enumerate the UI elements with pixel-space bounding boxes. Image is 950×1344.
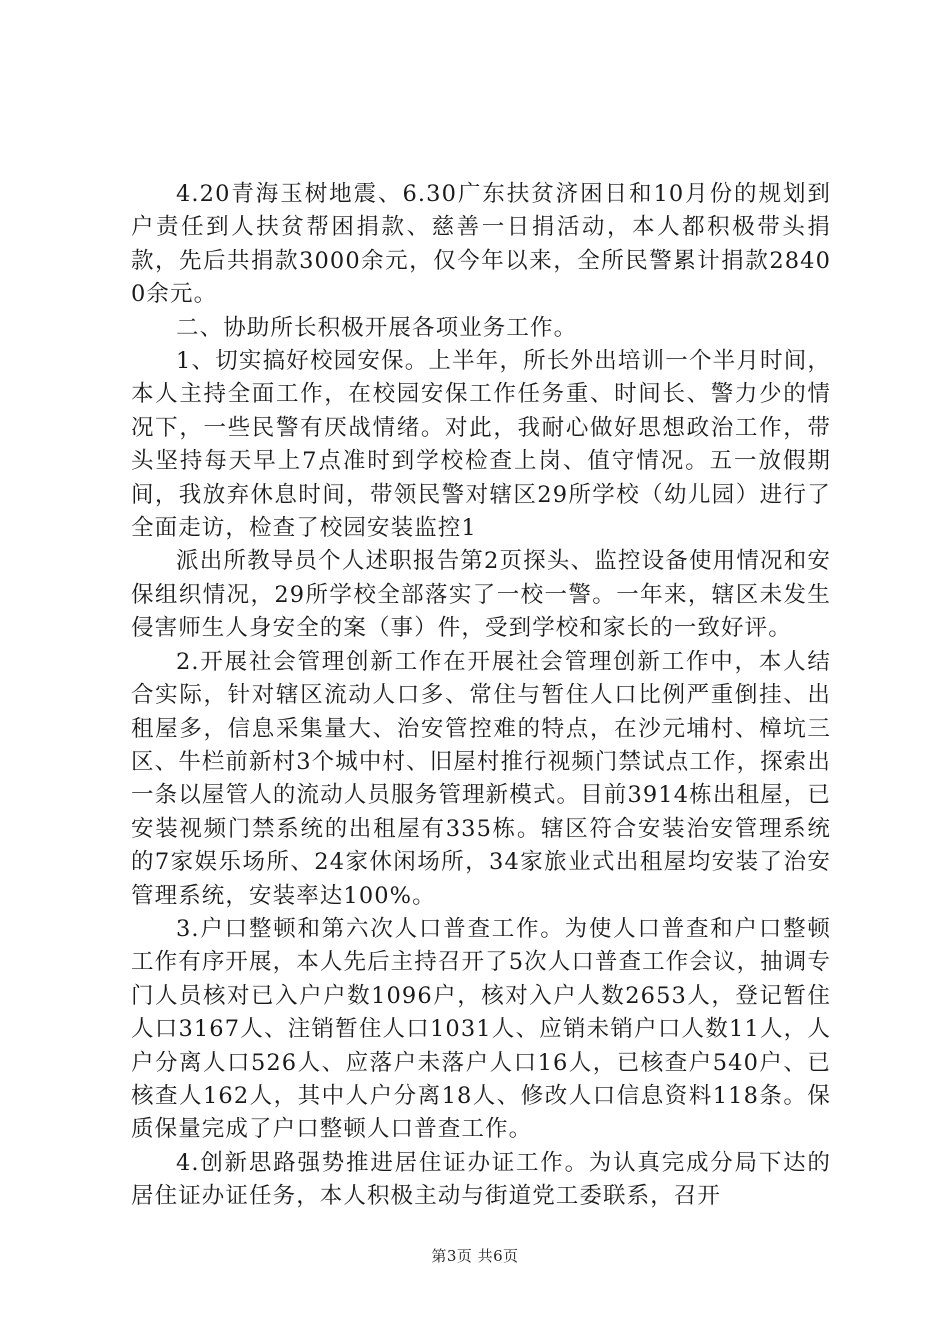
- paragraph-campus-security-cont: 派出所教导员个人述职报告第2页探头、监控设备使用情况和安保组织情况，29所学校全部落实了一校一警。一年来，辖区未发生侵害师生人身安全的案（事）件，受到学校和家长的一致好评。: [131, 548, 831, 642]
- paragraph-donations: 4.20青海玉树地震、6.30广东扶贫济困日和10月份的规划到户责任到人扶贫帮困捐款、慈善一日捐活动，本人都积极带头捐款，先后共捐款3000余元，仅今年以来，全所民警累计捐款28400余元。: [131, 181, 831, 308]
- paragraph-section-heading: 二、协助所长积极开展各项业务工作。: [176, 314, 578, 341]
- paragraph-campus-security: 1、切实搞好校园安保。上半年，所长外出培训一个半月时间，本人主持全面工作，在校园安保工作任务重、时间长、警力少的情况下，一些民警有厌战情绪。对此，我耐心做好思想政治工作，带头坚持每天早上7点准时到学校检查上岗、值守情况。五一放假期间，我放弃休息时间，带领民警对辖区29所学校（幼儿园）进行了全面走访，检查了校园安装监控1: [131, 348, 831, 542]
- page-number-footer: 第3页 共6页: [431, 1247, 519, 1265]
- document-body: [131, 178, 831, 1214]
- paragraph-social-management: 2.开展社会管理创新工作在开展社会管理创新工作中，本人结合实际，针对辖区流动人口多、常住与暂住人口比例严重倒挂、出租屋多，信息采集量大、治安管控难的特点，在沙元埔村、樟坑三区、牛栏前新村3个城中村、旧屋村推行视频门禁试点工作，探索出一条以屋管人的流动人员服务管理新模式。目前3914栋出租屋，已安装视频门禁系统的出租屋有335栋。辖区符合安装治安管理系统的7家娱乐场所、24家休闲场所，34家旅业式出租屋均安装了治安管理系统，安装率达100%。: [131, 648, 831, 909]
- paragraph-census: 3.户口整顿和第六次人口普查工作。为使人口普查和户口整顿工作有序开展，本人先后主持召开了5次人口普查工作会议，抽调专门人员核对已入户户数1096户，核对入户人数2653人，登记暂住人口3167人、注销暂住人口1031人、应销未销户口人数11人，人户分离人口526人、应落户未落户人口16人，已核查户540户、已核查人162人，其中人户分离18人、修改人口信息资料118条。保质保量完成了户口整顿人口普查工作。: [131, 915, 831, 1143]
- paragraph-residence-permit: 4.创新思路强势推进居住证办证工作。为认真完成分局下达的居住证办证任务，本人积极主动与街道党工委联系，召开: [131, 1149, 831, 1210]
